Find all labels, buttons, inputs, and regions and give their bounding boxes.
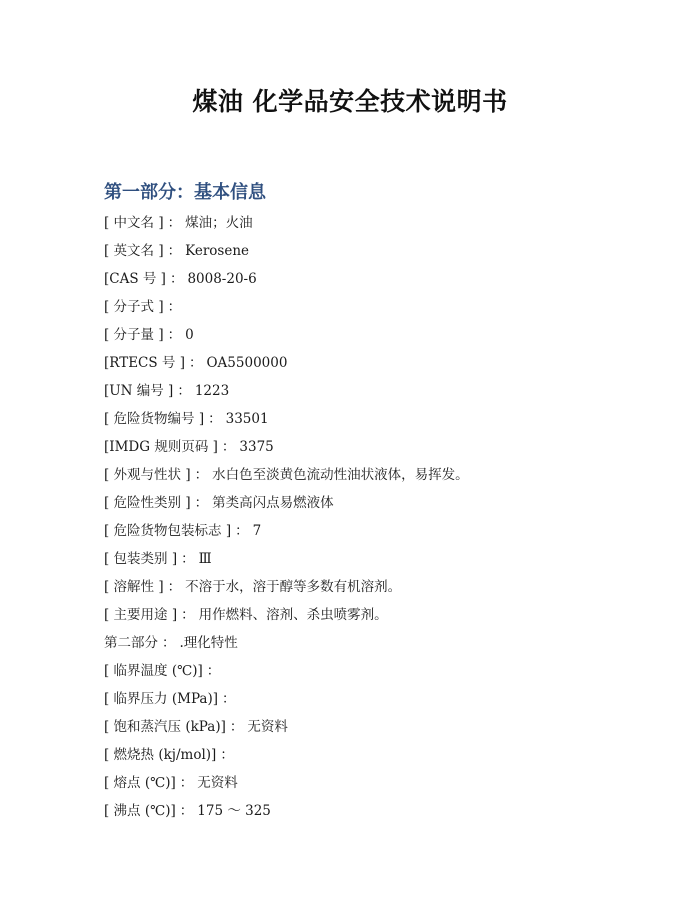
info-value: 0 [185,327,194,343]
separator: ： [208,411,222,427]
info-value: 无资料 [247,719,288,735]
info-line-formula [104,296,664,324]
separator: ： [222,691,236,707]
info-line-dangerous-goods-number [104,408,664,436]
info-value: 3375 [239,439,274,455]
separator: ： [167,299,182,315]
info-label: 第二部分 [104,635,158,651]
info-label: [ 危险性类别 ] [104,495,191,511]
section-heading-basic-info: 第一部分：基本信息 [104,182,266,203]
info-label: [UN 编号 ] [104,383,174,399]
info-line-vapor-pressure [104,716,664,744]
separator: ： [235,523,249,539]
info-value: 用作燃料、溶剂、杀虫喷雾剂。 [198,607,388,623]
separator: ： [167,579,182,595]
info-label: [ 主要用途 ] [104,607,178,623]
info-value: 煤油；火油 [185,215,253,231]
separator: ： [167,215,182,231]
info-list [104,212,664,828]
separator: ： [194,495,209,511]
separator: ： [194,467,209,483]
document-title: 煤油 化学品安全技术说明书 [192,87,508,116]
info-label: [ 饱和蒸汽压 (kPa)] [104,719,226,735]
info-label: [ 燃烧热 (kj/mol)] [104,747,217,763]
info-line-solubility [104,576,664,604]
info-line-packaging-mark [104,520,664,548]
separator: ： [188,355,203,371]
info-value: 7 [252,523,262,539]
info-line-appearance [104,464,664,492]
info-label: [ 溶解性 ] [104,579,164,595]
info-label: [ 包装类别 ] [104,551,178,567]
info-label: [ 外观与性状 ] [104,467,191,483]
info-value: 33501 [225,411,269,427]
info-line-un-number [104,380,664,408]
info-line-cas [104,268,664,296]
section-heading-physchem [104,632,664,660]
separator: ： [181,607,195,623]
separator: ： [229,719,244,735]
info-line-chinese-name [104,212,664,240]
separator: ： [221,439,236,455]
info-value: Kerosene [185,243,250,259]
info-value: 1223 [194,383,230,399]
info-line-heat-of-combustion [104,744,664,772]
info-line-melting-point [104,772,664,800]
info-value: 水白色至淡黄色流动性油状液体，易挥发。 [212,467,469,483]
info-value: 无资料 [197,775,238,791]
info-line-critical-temperature [104,660,664,688]
info-label: [ 临界温度 (℃)] [104,663,203,679]
info-value: 175 ～ 325 [197,803,271,819]
info-value: 不溶于水，溶于醇等多数有机溶剂。 [185,579,402,595]
info-value: .理化特性 [179,635,238,651]
info-line-main-use [104,604,664,632]
info-label: [ 英文名 ] [104,243,164,259]
separator: ： [162,635,176,651]
separator: ： [220,747,234,763]
info-line-hazard-class [104,492,664,520]
info-label: [ 分子量 ] [104,327,164,343]
separator: ： [179,775,194,791]
info-value: OA5500000 [206,355,288,371]
info-label: [ 中文名 ] [104,215,164,231]
info-label: [ 危险货物包装标志 ] [104,523,232,539]
info-line-rtecs [104,352,664,380]
info-label: [ 沸点 (℃)] [104,803,176,819]
info-label: [ 危险货物编号 ] [104,411,205,427]
info-value: 第类高闪点易燃液体 [212,495,334,511]
separator: ： [177,383,191,399]
separator: ： [181,551,195,567]
info-label: [ 熔点 (℃)] [104,775,176,791]
separator: ： [167,243,182,259]
info-line-critical-pressure [104,688,664,716]
info-label: [ 临界压力 (MPa)] [104,691,218,707]
info-value: Ⅲ [198,551,212,567]
separator: ： [169,271,184,287]
info-line-english-name [104,240,664,268]
info-value: 8008-20-6 [187,271,257,287]
info-label: [CAS 号 ] [104,271,166,287]
info-line-boiling-point [104,800,664,828]
info-label: [RTECS 号 ] [104,355,185,371]
info-label: [ 分子式 ] [104,299,164,315]
info-line-molecular-weight [104,324,664,352]
separator: ： [167,327,182,343]
info-line-packaging-group [104,548,664,576]
info-line-imdg-page [104,436,664,464]
info-label: [IMDG 规则页码 ] [104,439,218,455]
separator: ： [206,663,221,679]
separator: ： [179,803,194,819]
